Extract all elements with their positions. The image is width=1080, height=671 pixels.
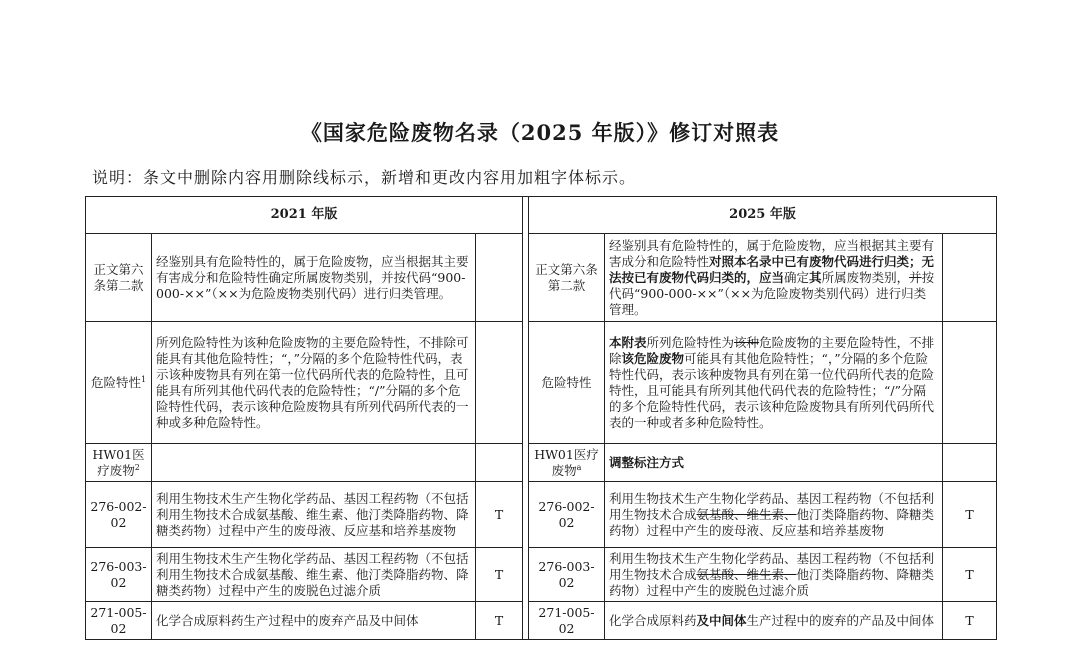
old-row-mark bbox=[476, 444, 523, 482]
plain-text: 他汀类降脂药物、降糖类药物）过程中产生的废母液、反应基和培养基废物 bbox=[609, 506, 935, 538]
plain-text: 危险废物的主要危险特性，不排除 bbox=[609, 334, 935, 366]
plain-text: 生产过程中的废弃的产品及中间体 bbox=[746, 612, 935, 628]
new-waste-code: 276-002-02 bbox=[529, 482, 605, 548]
old-row-text: 化学合成原料药生产过程中的废弃产品及中间体 bbox=[152, 602, 476, 640]
old-row-text: 经鉴别具有危险特性的，属于危险废物，应当根据其主要有害成分和危险特性确定所属废物类别，并按代码“900-000-××”（××为危险废物类别代码）进行归类管理。 bbox=[152, 234, 476, 322]
old-row-mark: T bbox=[476, 602, 523, 640]
header-2021: 2021 年版 bbox=[86, 197, 523, 234]
new-row-label bbox=[529, 444, 605, 482]
deleted-text: 该种 bbox=[734, 334, 760, 350]
deleted-text: 氨基酸、维生素、 bbox=[696, 566, 797, 582]
table-row bbox=[86, 602, 997, 640]
new-row-mark bbox=[943, 234, 997, 322]
old-row-text bbox=[152, 444, 476, 482]
new-waste-code: 276-003-02 bbox=[529, 548, 605, 602]
plain-text: 他汀类降脂药物、降糖类药物）过程中产生的废脱色过滤介质 bbox=[609, 566, 935, 598]
footnote-mark: a bbox=[576, 462, 582, 472]
old-row-text: 利用生物技术生产生物化学药品、基因工程药物（不包括利用生物技术合成氨基酸、维生素、他汀类降脂药物、降糖类药物）过程中产生的废母液、反应基和培养基废物 bbox=[152, 482, 476, 548]
plain-text: 所属废物类别， bbox=[821, 269, 910, 285]
new-row-mark: T bbox=[943, 602, 997, 640]
table-row bbox=[86, 444, 997, 482]
old-label-text: 危险特性 bbox=[90, 374, 141, 390]
table-row bbox=[86, 322, 997, 444]
table-row bbox=[86, 482, 997, 548]
comparison-table bbox=[85, 196, 997, 640]
table-row bbox=[86, 548, 997, 602]
added-text: 其 bbox=[809, 269, 822, 285]
old-waste-code: 276-003-02 bbox=[86, 548, 152, 602]
new-row-mark: T bbox=[943, 548, 997, 602]
old-row-label bbox=[86, 322, 152, 444]
old-row-label: 正文第六条第二款 bbox=[86, 234, 152, 322]
old-row-label bbox=[86, 444, 152, 482]
plain-text: 按代码“900-000-××”（××为危险废物类别代码）进行归类管理。 bbox=[609, 269, 935, 317]
new-label-text: HW01医疗废物 bbox=[534, 446, 599, 478]
plain-text: 确定 bbox=[784, 269, 810, 285]
old-row-mark bbox=[476, 234, 523, 322]
new-row-text bbox=[605, 602, 943, 640]
document-title: 《国家危险废物名录（2025 年版）》修订对照表 bbox=[300, 120, 780, 145]
old-waste-code: 276-002-02 bbox=[86, 482, 152, 548]
new-row-label: 危险特性 bbox=[529, 322, 605, 444]
old-row-mark: T bbox=[476, 548, 523, 602]
added-text: 本附表 bbox=[609, 334, 647, 350]
new-row-text bbox=[605, 482, 943, 548]
new-row-text bbox=[605, 444, 943, 482]
deleted-text: 氨基酸、维生素、 bbox=[696, 506, 797, 522]
new-row-mark bbox=[943, 444, 997, 482]
plain-text: 利用生物技术生产生物化学药品、基因工程药物（不包括利用生物技术合成 bbox=[609, 550, 935, 582]
plain-text: 所列危险特性为 bbox=[646, 334, 735, 350]
added-text: 及中间体 bbox=[696, 612, 747, 628]
old-waste-code: 271-005-02 bbox=[86, 602, 152, 640]
new-row-text bbox=[605, 548, 943, 602]
table-header-row bbox=[86, 197, 997, 234]
old-row-text: 所列危险特性为该种危险废物的主要危险特性，不排除可能具有其他危险特性；“，”分隔的多个危险特性代码，表示该种废物具有列在第一位代码所代表的危险特性，且可能具有所列其他代码代表的危险特性；“/”分隔的多个危险特性代码，表示该种危险废物具有所列代码所代表的一种或多种危险特性。 bbox=[152, 322, 476, 444]
added-text: 对照本名录中已有废物代码进行归类；无法按已有废物代码归类的，应当 bbox=[609, 253, 935, 285]
new-row-mark: T bbox=[943, 482, 997, 548]
new-row-text bbox=[605, 234, 943, 322]
old-row-text: 利用生物技术生产生物化学药品、基因工程药物（不包括利用生物技术合成氨基酸、维生素、他汀类降脂药物、降糖类药物）过程中产生的废脱色过滤介质 bbox=[152, 548, 476, 602]
plain-text: 化学合成原料药 bbox=[609, 612, 697, 628]
old-row-mark: T bbox=[476, 482, 523, 548]
footnote-mark: 1 bbox=[140, 374, 147, 384]
plain-text: 经鉴别具有危险特性的，属于危险废物，应当根据其主要有害成分和危险特性 bbox=[609, 237, 935, 269]
explanation-note: 说明：条文中删除内容用删除线标示，新增和更改内容用加粗字体标示。 bbox=[92, 168, 637, 187]
table-row bbox=[86, 234, 997, 322]
header-2025: 2025 年版 bbox=[529, 197, 997, 234]
plain-text: 可能具有其他危险特性；“，”分隔的多个危险特性代码，表示该种废物具有列在第一位代码所代表的危险特性，且可能具有所列其他代码代表的危险特性；“/”分隔的多个危险特性代码，表示该种危险废物具有所列代码所代表的一种或者多种危险特性。 bbox=[609, 350, 935, 430]
old-label-text: HW01医疗废物 bbox=[92, 446, 145, 478]
new-row-text bbox=[605, 322, 943, 444]
bold-annotation: 调整标注方式 bbox=[609, 454, 685, 470]
footnote-mark: 2 bbox=[134, 462, 140, 472]
added-text: 该危险废物 bbox=[621, 350, 685, 366]
old-row-mark bbox=[476, 322, 523, 444]
plain-text: 利用生物技术生产生物化学药品、基因工程药物（不包括利用生物技术合成 bbox=[609, 490, 935, 522]
deleted-text: 并 bbox=[909, 269, 922, 285]
new-row-label: 正文第六条第二款 bbox=[529, 234, 605, 322]
new-waste-code: 271-005-02 bbox=[529, 602, 605, 640]
new-row-mark bbox=[943, 322, 997, 444]
